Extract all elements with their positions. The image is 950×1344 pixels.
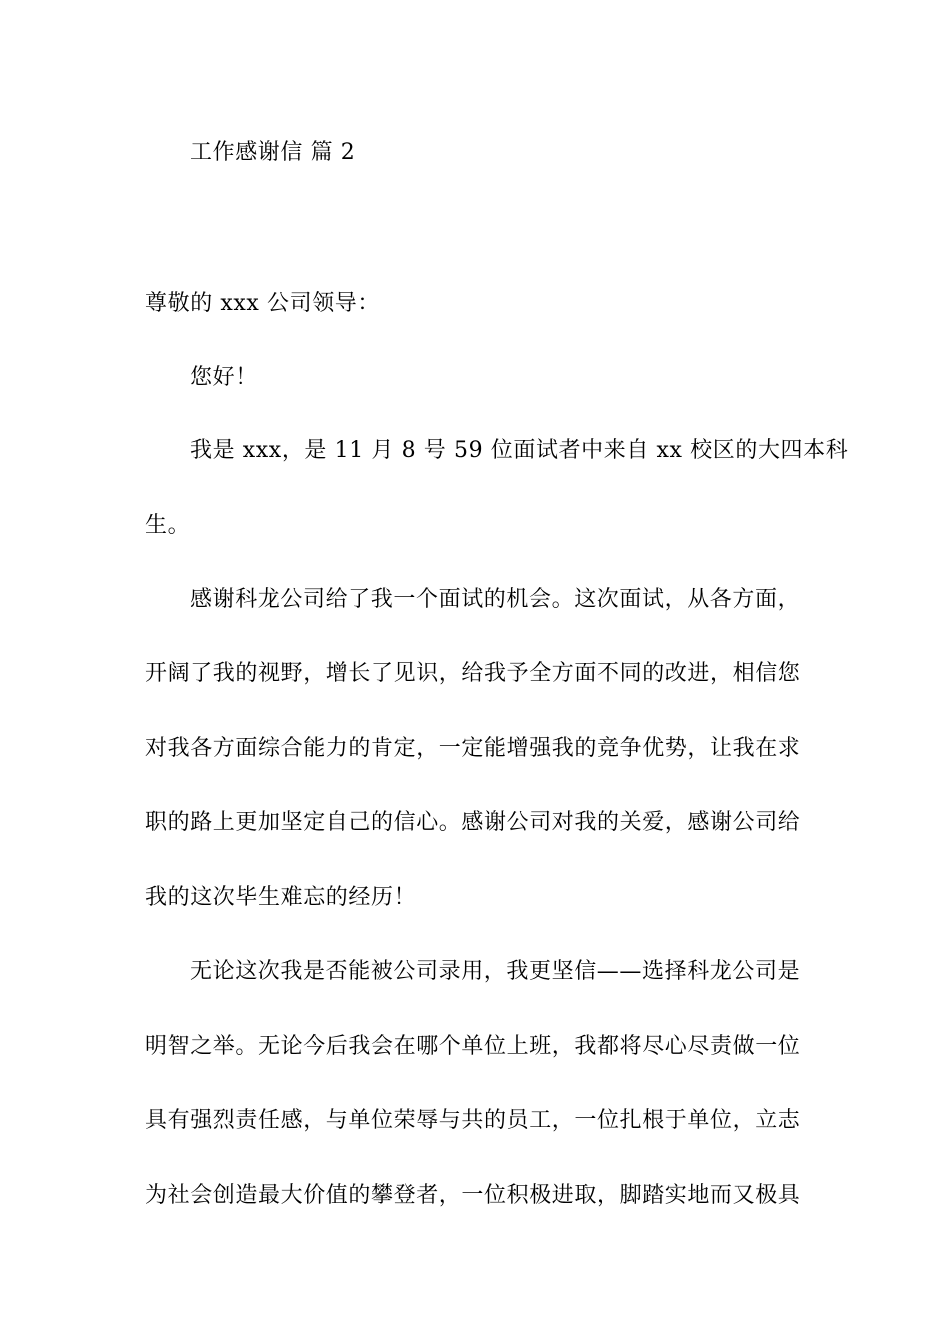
paragraph-line: 生。 <box>145 513 191 538</box>
paragraph-line: 为社会创造最大价值的攀登者，一位积极进取，脚踏实地而又极具 <box>145 1183 801 1208</box>
paragraph-line: 职的路上更加坚定自己的信心。感谢公司对我的关爱，感谢公司给 <box>145 810 801 835</box>
greeting: 您好！ <box>190 365 258 390</box>
paragraph-line: 感谢科龙公司给了我一个面试的机会。这次面试，从各方面， <box>190 587 801 612</box>
paragraph-line: 我是 xxx，是 11 月 8 号 59 位面试者中来自 xx 校区的大四本科 <box>190 438 849 463</box>
paragraph-line: 我的这次毕生难忘的经历！ <box>145 885 417 910</box>
document-heading: 工作感谢信 篇 2 <box>190 140 356 165</box>
paragraph-line: 开阔了我的视野，增长了见识，给我予全方面不同的改进，相信您 <box>145 661 801 686</box>
salutation: 尊敬的 xxx 公司领导： <box>145 291 381 316</box>
paragraph-line: 具有强烈责任感，与单位荣辱与共的员工，一位扎根于单位，立志 <box>145 1108 801 1133</box>
paragraph-line: 对我各方面综合能力的肯定，一定能增强我的竞争优势，让我在求 <box>145 736 801 761</box>
paragraph-line: 明智之举。无论今后我会在哪个单位上班，我都将尽心尽责做一位 <box>145 1034 801 1059</box>
paragraph-line: 无论这次我是否能被公司录用，我更坚信——选择科龙公司是 <box>190 959 801 984</box>
